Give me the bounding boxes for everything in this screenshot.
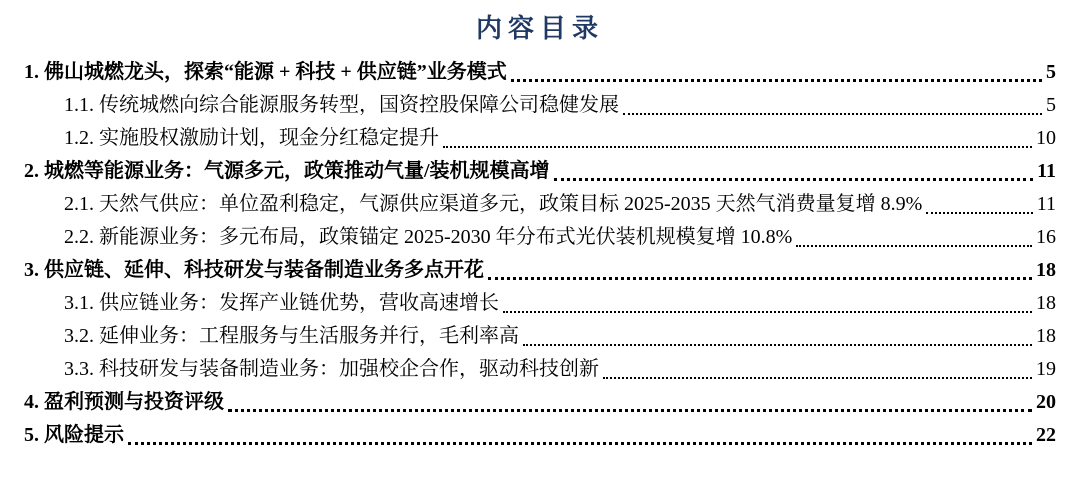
dot-leader — [503, 311, 1032, 313]
dot-leader — [128, 442, 1032, 445]
toc-entry-text: 2. 城燃等能源业务：气源多元，政策推动气量/装机规模高增 — [24, 160, 550, 182]
toc-page-number: 11 — [1036, 193, 1056, 215]
toc-entry[interactable] — [24, 221, 1056, 254]
toc-entry[interactable] — [24, 89, 1056, 122]
toc-page-number: 20 — [1036, 391, 1056, 413]
toc-entry[interactable] — [24, 122, 1056, 155]
toc-entry-text: 3. 供应链、延伸、科技研发与装备制造业务多点开花 — [24, 259, 484, 281]
toc-entry-text: 2.1. 天然气供应：单位盈利稳定，气源供应渠道多元，政策目标 2025-2035 天然气消费量复增 8.9% — [64, 193, 923, 215]
toc-title: 内容目录 — [475, 14, 604, 43]
toc-page-number: 18 — [1036, 325, 1056, 347]
toc-entry[interactable] — [24, 353, 1056, 386]
toc-page-number: 16 — [1036, 226, 1056, 248]
toc-entry[interactable] — [24, 56, 1056, 89]
toc-entry-text: 4. 盈利预测与投资评级 — [24, 391, 224, 413]
toc-page-number: 18 — [1036, 292, 1056, 314]
dot-leader — [623, 113, 1042, 115]
toc-entry[interactable] — [24, 155, 1056, 188]
dot-leader — [603, 377, 1032, 379]
toc-entry-text: 3.2. 延伸业务：工程服务与生活服务并行，毛利率高 — [64, 325, 519, 347]
toc-entry-text: 5. 风险提示 — [24, 424, 124, 446]
toc-page-number: 22 — [1036, 424, 1056, 446]
dot-leader — [488, 277, 1032, 280]
toc-entry[interactable] — [24, 386, 1056, 419]
dot-leader — [443, 146, 1032, 148]
dot-leader — [228, 409, 1032, 412]
toc-entry[interactable] — [24, 320, 1056, 353]
toc-entry-text: 1.1. 传统城燃向综合能源服务转型，国资控股保障公司稳健发展 — [64, 94, 619, 116]
dot-leader — [523, 344, 1032, 346]
toc-page-number: 5 — [1046, 94, 1056, 116]
toc-entry-text: 3.3. 科技研发与装备制造业务：加强校企合作，驱动科技创新 — [64, 358, 599, 380]
dot-leader — [554, 178, 1034, 181]
toc-entry[interactable] — [24, 419, 1056, 452]
toc-entry-text: 1. 佛山城燃龙头，探索“能源 + 科技 + 供应链”业务模式 — [24, 61, 507, 83]
toc-entry[interactable] — [24, 287, 1056, 320]
toc-page-number: 18 — [1036, 259, 1056, 281]
dot-leader — [511, 79, 1042, 82]
toc-entry[interactable] — [24, 188, 1056, 221]
toc-page-number: 19 — [1036, 358, 1056, 380]
toc-page-number: 5 — [1046, 61, 1056, 83]
toc-entry[interactable] — [24, 254, 1056, 287]
toc-page-number: 11 — [1037, 160, 1056, 182]
toc-list — [24, 56, 1056, 452]
toc-page-number: 10 — [1036, 127, 1056, 149]
toc-entry-text: 1.2. 实施股权激励计划，现金分红稳定提升 — [64, 127, 439, 149]
dot-leader — [796, 245, 1032, 247]
toc-entry-text: 2.2. 新能源业务：多元布局，政策锚定 2025-2030 年分布式光伏装机规模复增 10.8% — [64, 226, 793, 248]
dot-leader — [926, 212, 1032, 214]
toc-entry-text: 3.1. 供应链业务：发挥产业链优势，营收高速增长 — [64, 292, 499, 314]
